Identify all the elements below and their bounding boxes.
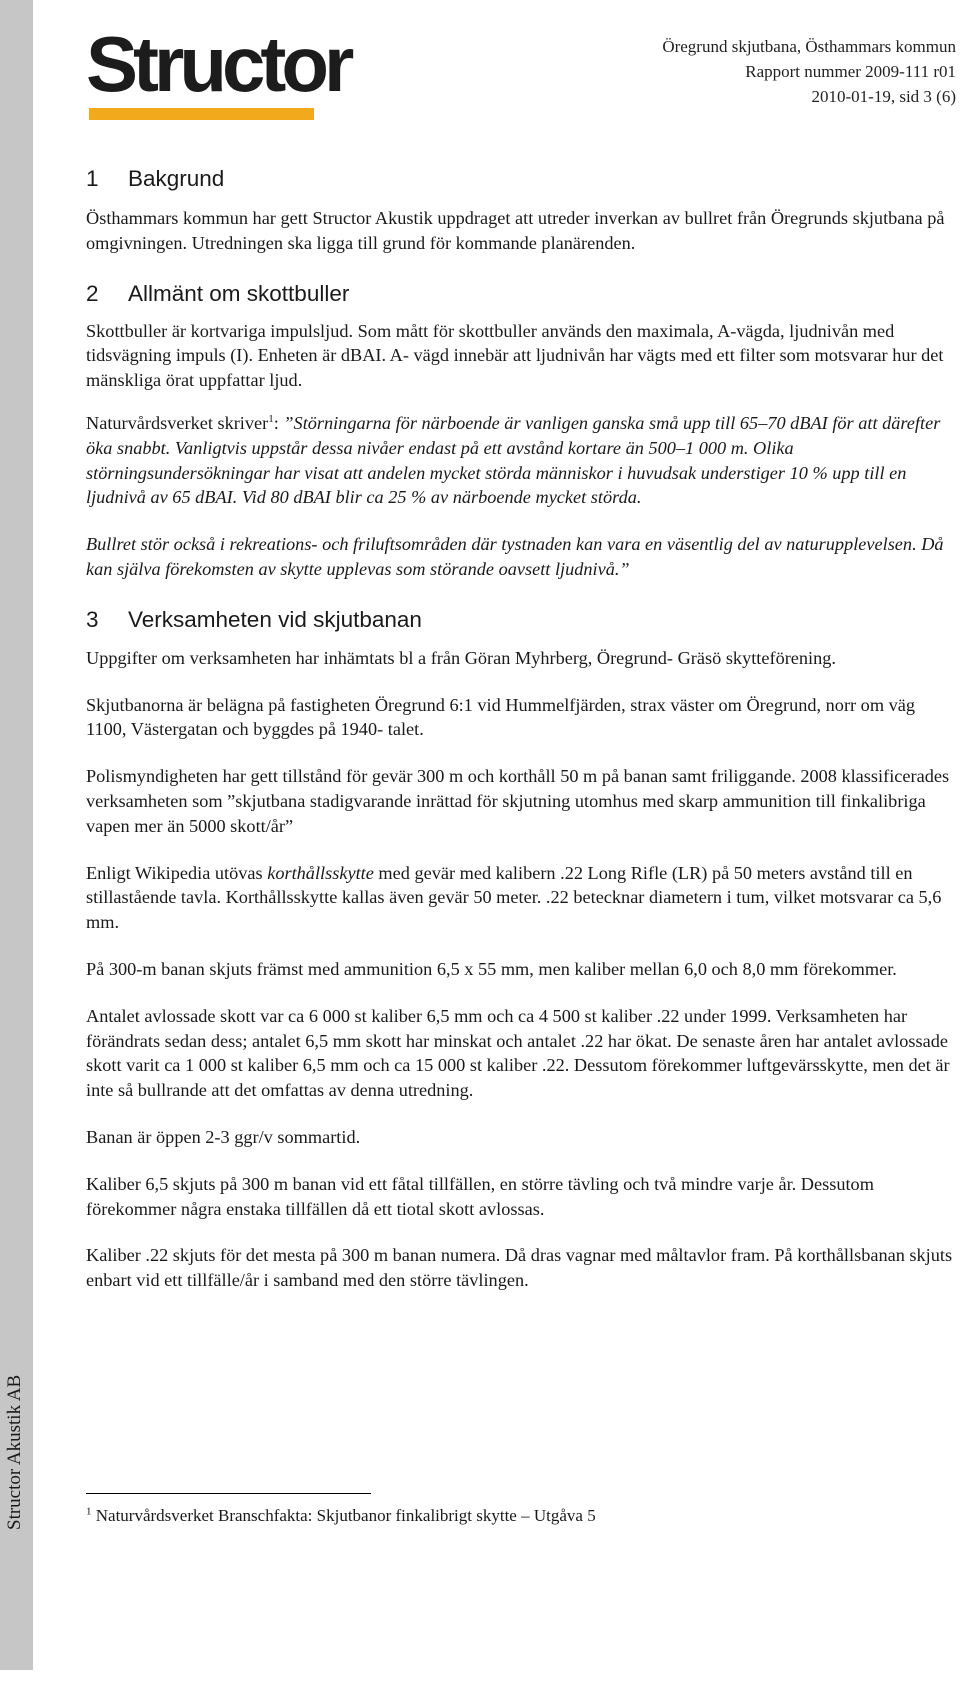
text-run: Enligt Wikipedia utövas [86, 862, 268, 883]
section-number: 2 [86, 280, 99, 306]
header-report-number: Rapport nummer 2009-111 r01 [745, 62, 956, 81]
section-title: Verksamheten vid skjutbanan [128, 606, 422, 632]
section-title: Bakgrund [128, 166, 225, 191]
footnote-number: 1 [86, 1505, 92, 1518]
document-body [86, 160, 954, 1293]
paragraph: Uppgifter om verksamheten har inhämtats bl a från Göran Myhrberg, Öregrund- Gräsö skytteförening. [86, 647, 836, 668]
quote-intro: Naturvårdsverket skriver [86, 412, 269, 433]
paragraph: Antalet avlossade skott var ca 6 000 st kaliber 6,5 mm och ca 4 500 st kaliber .22 under 1999. Verksamheten har förändrats sedan dess; antalet 6,5 mm skott har minskat och antalet .22 har ökat. De senaste åren har antalet avlossade skott varit ca 1 000 st kaliber 6,5 mm och ca 15 000 st kaliber .22. Dessutom förekommer luftgevärsskytte, men det är inte så bullrande att det omfattas av denna utredning. [86, 1005, 950, 1101]
page-header [662, 34, 956, 109]
paragraph: Polismyndigheten har gett tillstånd för gevär 300 m och korthåll 50 m på banan samt friliggande. 2008 klassificerades verksamheten som ”skjutbana stadigvarande inrättad för skjutning utomhus med skarp ammunition till finkalibriga vapen mer än 5000 skott/år” [86, 766, 950, 836]
paragraph: Skottbuller är kortvariga impulsljud. Som mått för skottbuller används den maximala, A-vägda, ljudnivån med tidsvägning impuls (I). Enheten är dBAI. A- vägd innebär att ljudnivån har vägts med ett filter som motsvarar hur det mänskliga örat uppfattar ljud. [86, 320, 944, 391]
footnote-ref: 1 [268, 412, 274, 425]
section-heading [86, 280, 954, 308]
logo-text: Structor [86, 20, 350, 108]
logo-underline [89, 108, 314, 120]
footnote-text: Naturvårdsverket Branschfakta: Skjutbanor finkalibrigt skytte – Utgåva 5 [91, 1506, 596, 1525]
side-label-wrap [4, 1374, 30, 1700]
paragraph: Kaliber .22 skjuts för det mesta på 300 m banan numera. Då dras vagnar med måltavlor fram. På korthållsbanan skjuts enbart vid ett tillfälle/år i samband med den större tävlingen. [86, 1245, 953, 1291]
paragraph: Kaliber 6,5 skjuts på 300 m banan vid ett fåtal tillfällen, en större tävling och två mindre varje år. Dessutom förekommer några enstaka tillfällen då ett tiotal skott avlossas. [86, 1173, 874, 1219]
quote-text-2: Bullret stör också i rekreations- och friluftsområden där tystnaden kan vara en väsentlig del av naturupplevelsen. Då kan själva förekomsten av skytte upplevas som störande oavsett ljudnivå.” [86, 534, 944, 579]
emphasis-term: korthållsskytte [267, 862, 374, 883]
section-title: Allmänt om skottbuller [128, 280, 350, 306]
text-run: med gevär med kalibern .22 Long Rifle (LR) på 50 meters avstånd till en stillastående tavla. Korthållsskytte kallas även gevär 50 meter. .22 betecknar diametern i tum, vilket motsvarar ca 5,6 mm. [86, 862, 942, 933]
footnote-divider [86, 1493, 371, 1494]
footnote [86, 1505, 596, 1527]
quote-paragraph [86, 411, 954, 510]
quote-colon: : [273, 412, 284, 433]
paragraph [86, 861, 954, 935]
header-date-page: 2010-01-19, sid 3 (6) [811, 87, 956, 106]
paragraph: Banan är öppen 2-3 ggr/v sommartid. [86, 1126, 361, 1147]
quote-text: ”Störningarna för närboende är vanligen ganska små upp till 65–70 dBAI för att därefter öka snabbt. Vanligtvis uppstår dessa nivåer endast på ett avstånd kortare än 500–1 000 m. Olika störningsundersökningar har visat att andelen mycket störda människor i huvudsak understiger 10 % upp till en ljudnivå av 65 dBAI. Vid 80 dBAI blir ca 25 % av närboende mycket störda. [86, 412, 941, 508]
paragraph: Östhammars kommun har gett Structor Akustik uppdraget att utreder inverkan av bullret från Öregrunds skjutbana på omgivningen. Utredningen ska ligga till grund för kommande planärenden. [86, 208, 945, 253]
header-project: Öregrund skjutbana, Östhammars kommun [662, 37, 956, 56]
section-number: 1 [86, 166, 99, 191]
section-heading [86, 165, 954, 193]
structor-logo [86, 20, 350, 120]
section-heading [86, 606, 954, 634]
quote-paragraph-2 [86, 532, 954, 582]
paragraph: På 300-m banan skjuts främst med ammunition 6,5 x 55 mm, men kaliber mellan 6,0 och 8,0 mm förekommer. [86, 958, 897, 979]
paragraph: Skjutbanorna är belägna på fastigheten Öregrund 6:1 vid Hummelfjärden, strax väster om Öregrund, norr om väg 1100, Västergatan och byggdes på 1940- talet. [86, 694, 916, 740]
side-label: Structor Akustik AB [4, 1374, 25, 1530]
section-number: 3 [86, 606, 99, 632]
